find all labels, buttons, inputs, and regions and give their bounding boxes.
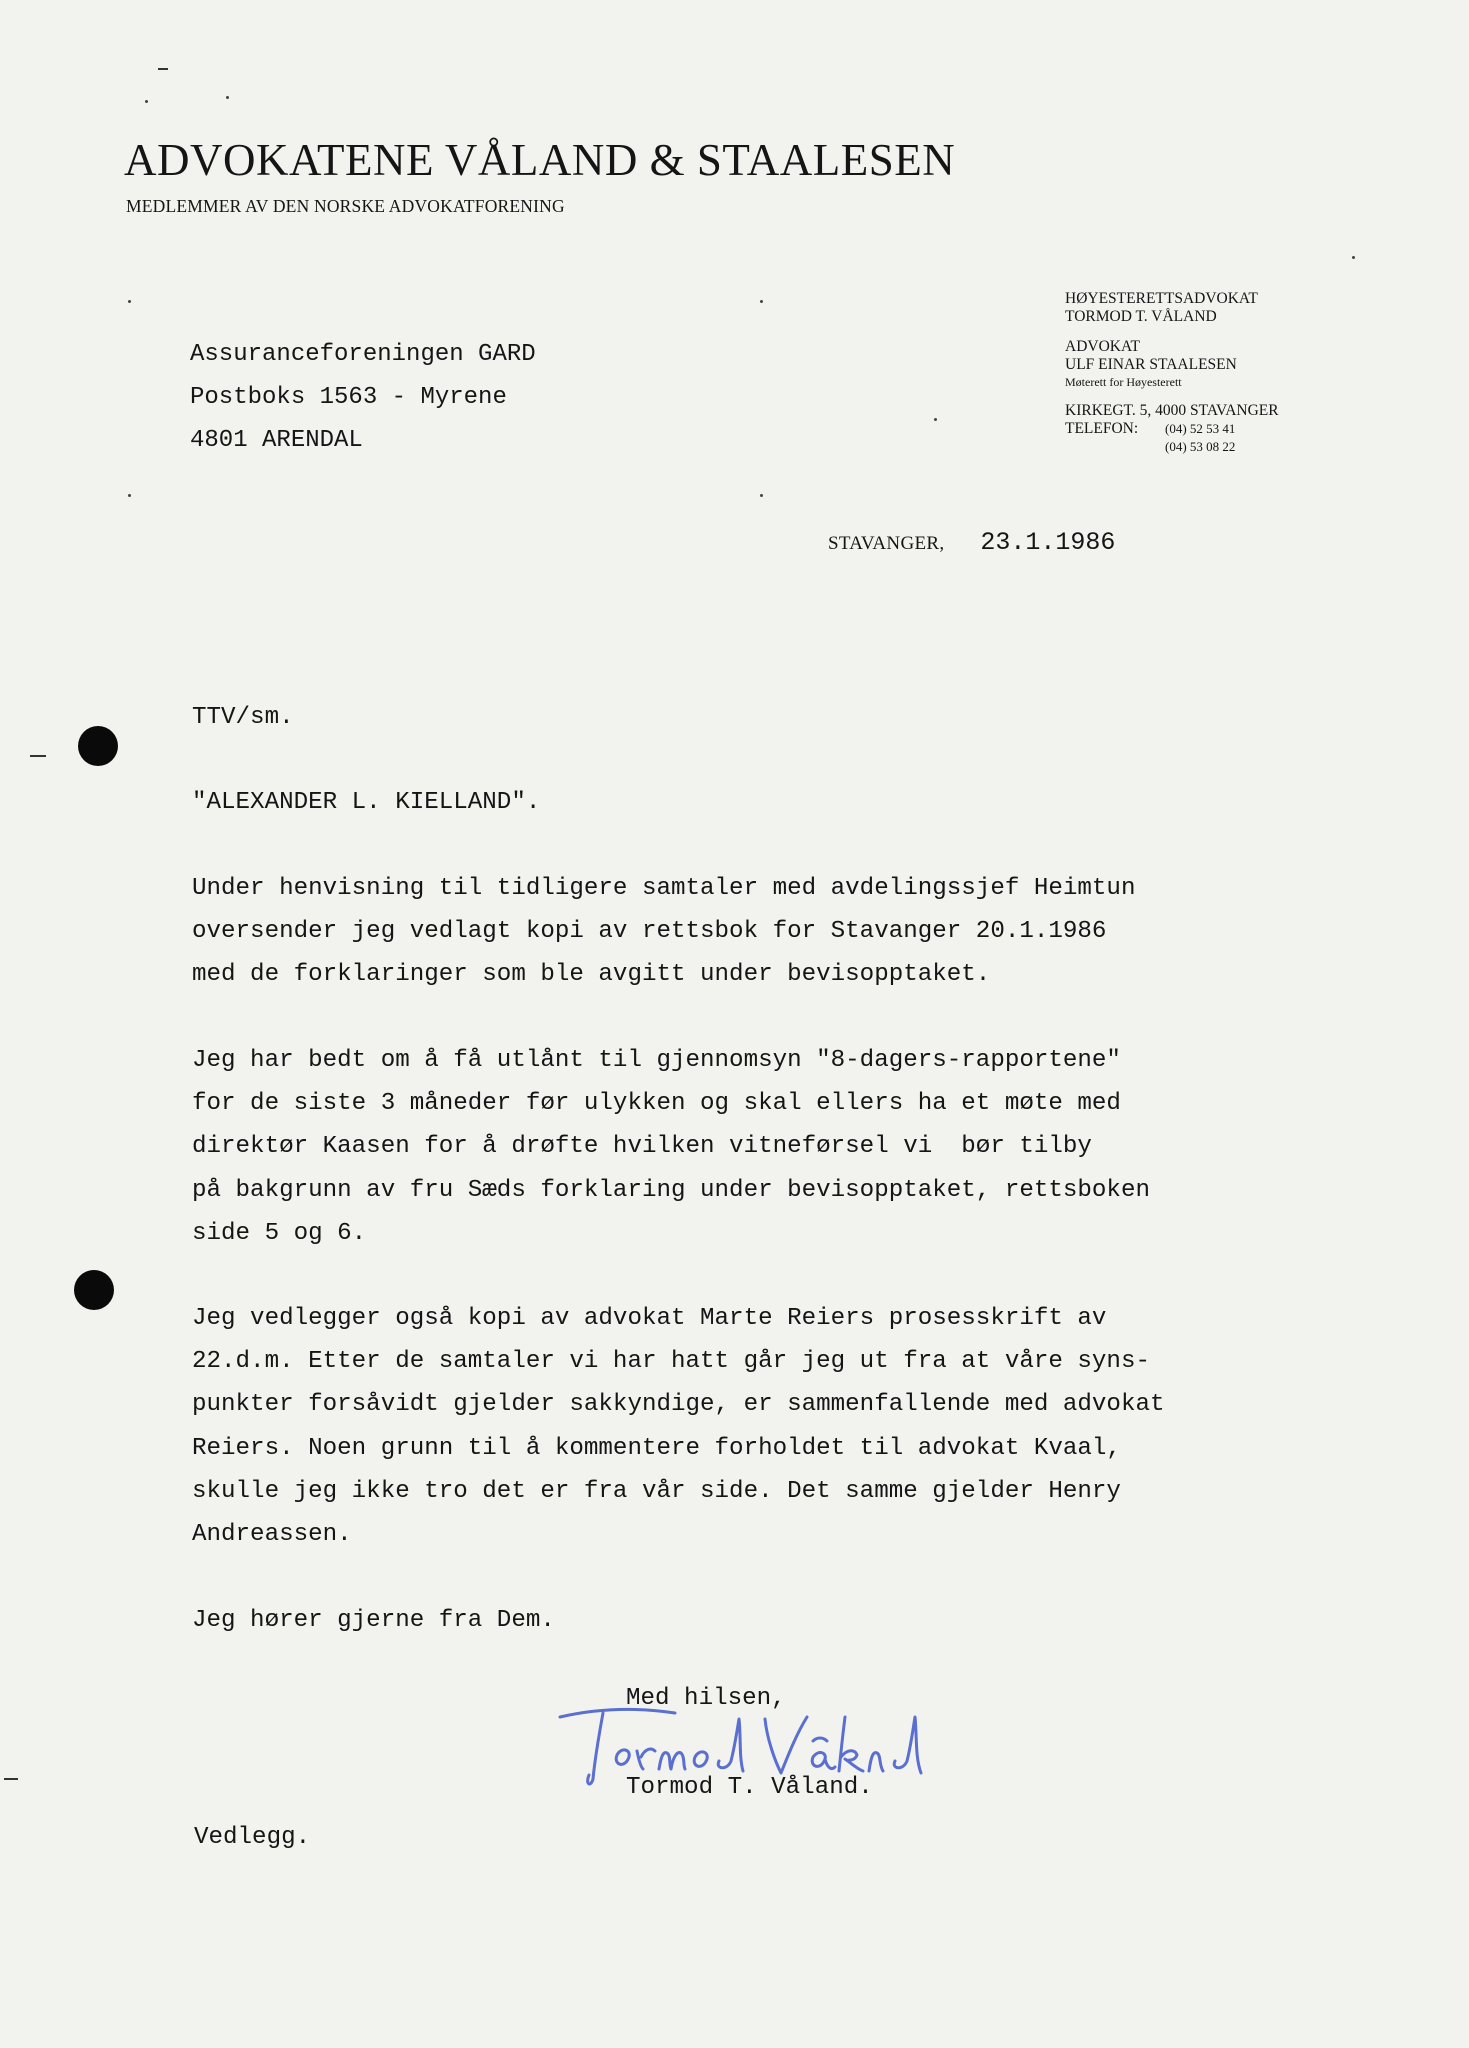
recipient-address bbox=[190, 333, 536, 462]
subject-line: "ALEXANDER L. KIELLAND". bbox=[192, 789, 541, 816]
date-value: 23.1.1986 bbox=[980, 528, 1116, 557]
scan-speck bbox=[760, 300, 763, 303]
reference-line: TTV/sm. bbox=[192, 704, 294, 731]
attorney-2-note: Møterett for Høyesterett bbox=[1065, 375, 1182, 389]
punch-hole bbox=[78, 726, 118, 766]
office-contact bbox=[1065, 402, 1279, 456]
attorney-2-name: ULF EINAR STAALESEN bbox=[1065, 356, 1237, 373]
scan-speck bbox=[128, 300, 131, 303]
attorney-1-title: HØYESTERETTSADVOKAT bbox=[1065, 290, 1258, 307]
enclosure-line: Vedlegg. bbox=[194, 1824, 311, 1851]
closing-line: Jeg hører gjerne fra Dem. bbox=[192, 1607, 555, 1634]
scan-mark bbox=[4, 1778, 18, 1780]
signer-name: Tormod T. Våland. bbox=[626, 1774, 873, 1801]
regards-line: Med hilsen, bbox=[626, 1685, 786, 1712]
attorney-1-name: TORMOD T. VÅLAND bbox=[1065, 308, 1217, 325]
scan-speck bbox=[128, 494, 131, 497]
attorney-block bbox=[1065, 290, 1279, 468]
scan-speck bbox=[760, 494, 763, 497]
attorney-2 bbox=[1065, 338, 1279, 390]
paragraph-2: Jeg har bedt om å få utlånt til gjennomsyn "8-dagers-rapportene" for de siste 3 måneder før ulykken og skal ellers ha et møte med direktør Kaasen for å drøfte hvilken vitneførsel vi bør tilby på bakgrunn av fru Sæds forklaring under bevisopptaket, rettsboken side 5 og 6. bbox=[192, 1047, 1150, 1247]
phone-row bbox=[1065, 420, 1279, 456]
recipient-line-1: Assuranceforeningen GARD bbox=[190, 341, 536, 368]
phone-number-1: (04) 52 53 41 bbox=[1165, 421, 1236, 436]
scan-speck bbox=[1352, 256, 1355, 259]
phone-label: TELEFON: bbox=[1065, 420, 1139, 437]
firm-name: ADVOKATENE VÅLAND & STAALESEN bbox=[124, 135, 956, 185]
scan-speck bbox=[934, 418, 937, 421]
date-place: STAVANGER, bbox=[828, 533, 945, 554]
scan-speck bbox=[226, 96, 229, 99]
paragraph-1: Under henvisning til tidligere samtaler med avdelingssjef Heimtun oversender jeg vedlagt kopi av rettsbok for Stavanger 20.1.1986 med de forklaringer som ble avgitt under bevisopptaket. bbox=[192, 875, 1136, 989]
paragraph-3: Jeg vedlegger også kopi av advokat Marte Reiers prosesskrift av 22.d.m. Etter de samtaler vi har hatt går jeg ut fra at våre syns- punkter forsåvidt gjelder sakkyndige, er sammenfallende med advokat Reiers. Noen grunn til å kommentere forholdet til advokat Kvaal, skulle jeg ikke tro det er fra vår side. Det samme gjelder Henry Andreassen. bbox=[192, 1305, 1165, 1549]
office-address: KIRKEGT. 5, 4000 STAVANGER bbox=[1065, 402, 1279, 419]
recipient-line-2: Postboks 1563 - Myrene bbox=[190, 384, 507, 411]
phone-numbers bbox=[1165, 420, 1235, 456]
phone-number-2: (04) 53 08 22 bbox=[1165, 439, 1236, 454]
attorney-2-title: ADVOKAT bbox=[1065, 338, 1140, 355]
membership-line: MEDLEMMER AV DEN NORSKE ADVOKATFORENING bbox=[126, 196, 565, 216]
date-line bbox=[828, 528, 1115, 557]
punch-hole bbox=[74, 1270, 114, 1310]
scan-mark bbox=[158, 68, 168, 70]
scan-speck bbox=[145, 100, 148, 103]
scan-mark bbox=[30, 755, 46, 757]
recipient-line-3: 4801 ARENDAL bbox=[190, 427, 363, 454]
attorney-1 bbox=[1065, 290, 1279, 326]
